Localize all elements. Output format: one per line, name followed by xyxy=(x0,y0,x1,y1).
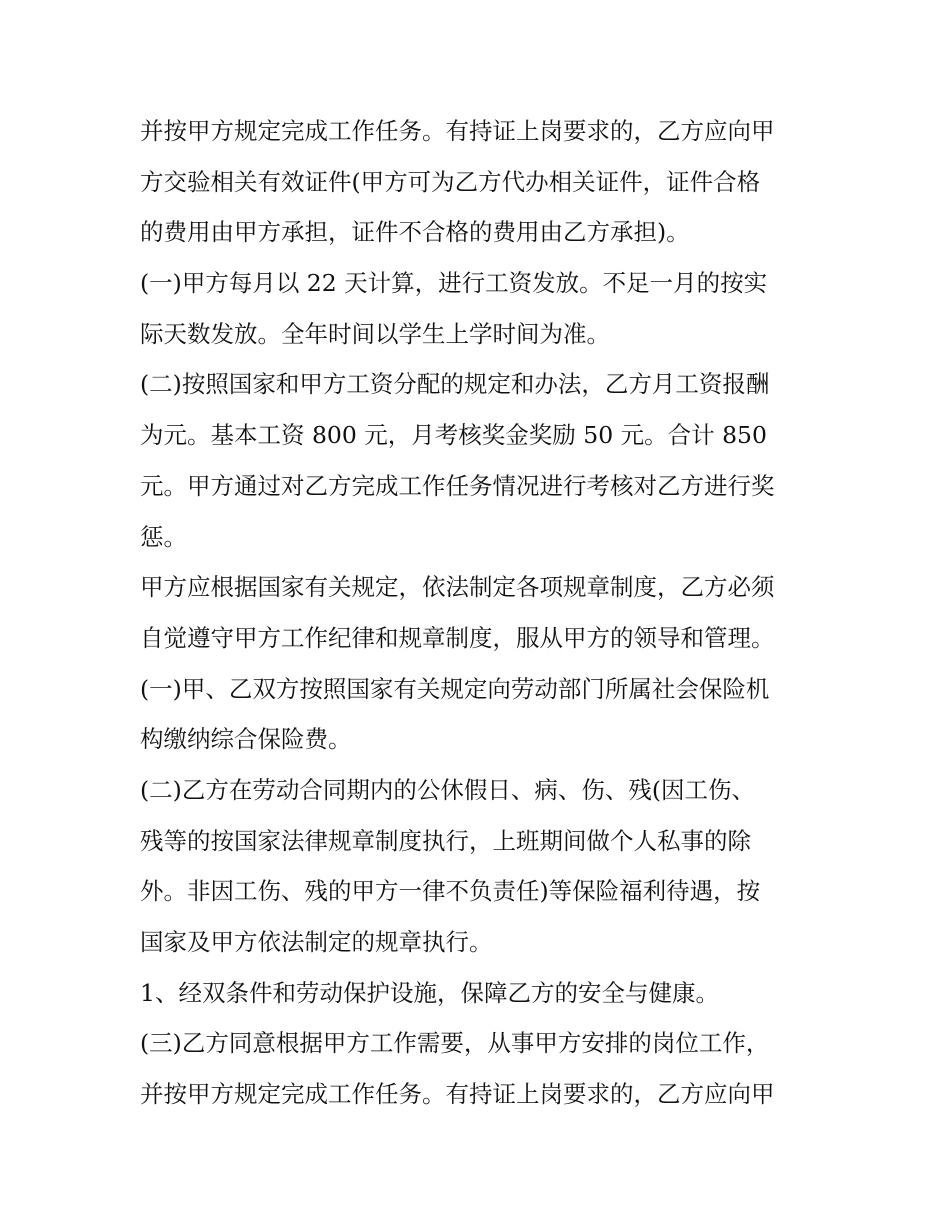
text-line: 甲方应根据国家有关规定，依法制定各项规章制度，乙方必须 xyxy=(140,573,775,602)
text-line: 际天数发放。全年时间以学生上学时间为准。 xyxy=(140,319,610,348)
text-line: (一)甲方每月以 22 天计算，进行工资发放。不足一月的按实 xyxy=(140,269,768,298)
text-line: 并按甲方规定完成工作任务。有持证上岗要求的，乙方应向甲 xyxy=(140,117,775,145)
text-line: 并按甲方规定完成工作任务。有持证上岗要求的，乙方应向甲 xyxy=(140,1080,775,1109)
text-line: 的费用由甲方承担，证件不合格的费用由乙方承担)。 xyxy=(140,218,690,247)
text-line: 自觉遵守甲方工作纪律和规章制度，服从甲方的领导和管理。 xyxy=(140,623,775,652)
text-line: 惩。 xyxy=(140,522,187,551)
text-line: (一)甲、乙双方按照国家有关规定向劳动部门所属社会保险机 xyxy=(140,674,770,703)
text-line: (三)乙方同意根据甲方工作需要，从事甲方安排的岗位工作， xyxy=(140,1029,770,1058)
text-line: 方交验相关有效证件(甲方可为乙方代办相关证件，证件合格 xyxy=(140,167,761,196)
text-line: 外。非因工伤、残的甲方一律不负责任)等保险福利待遇，按 xyxy=(140,877,761,906)
text-line: (二)按照国家和甲方工资分配的规定和办法，乙方月工资报酬 xyxy=(140,370,770,399)
document-body xyxy=(140,106,830,1120)
text-line: 元。甲方通过对乙方完成工作任务情况进行考核对乙方进行奖 xyxy=(140,471,775,500)
text-line: 残等的按国家法律规章制度执行，上班期间做个人私事的除 xyxy=(140,826,751,855)
text-line: 国家及甲方依法制定的规章执行。 xyxy=(140,928,493,956)
text-line: (二)乙方在劳动合同期内的公休假日、病、伤、残(因工伤、 xyxy=(140,775,756,804)
text-line: 1、经双条件和劳动保护设施，保障乙方的安全与健康。 xyxy=(140,978,719,1007)
text-line: 构缴纳综合保险费。 xyxy=(140,725,352,754)
text-line: 为元。基本工资 800 元，月考核奖金奖励 50 元。合计 850 xyxy=(140,421,767,450)
